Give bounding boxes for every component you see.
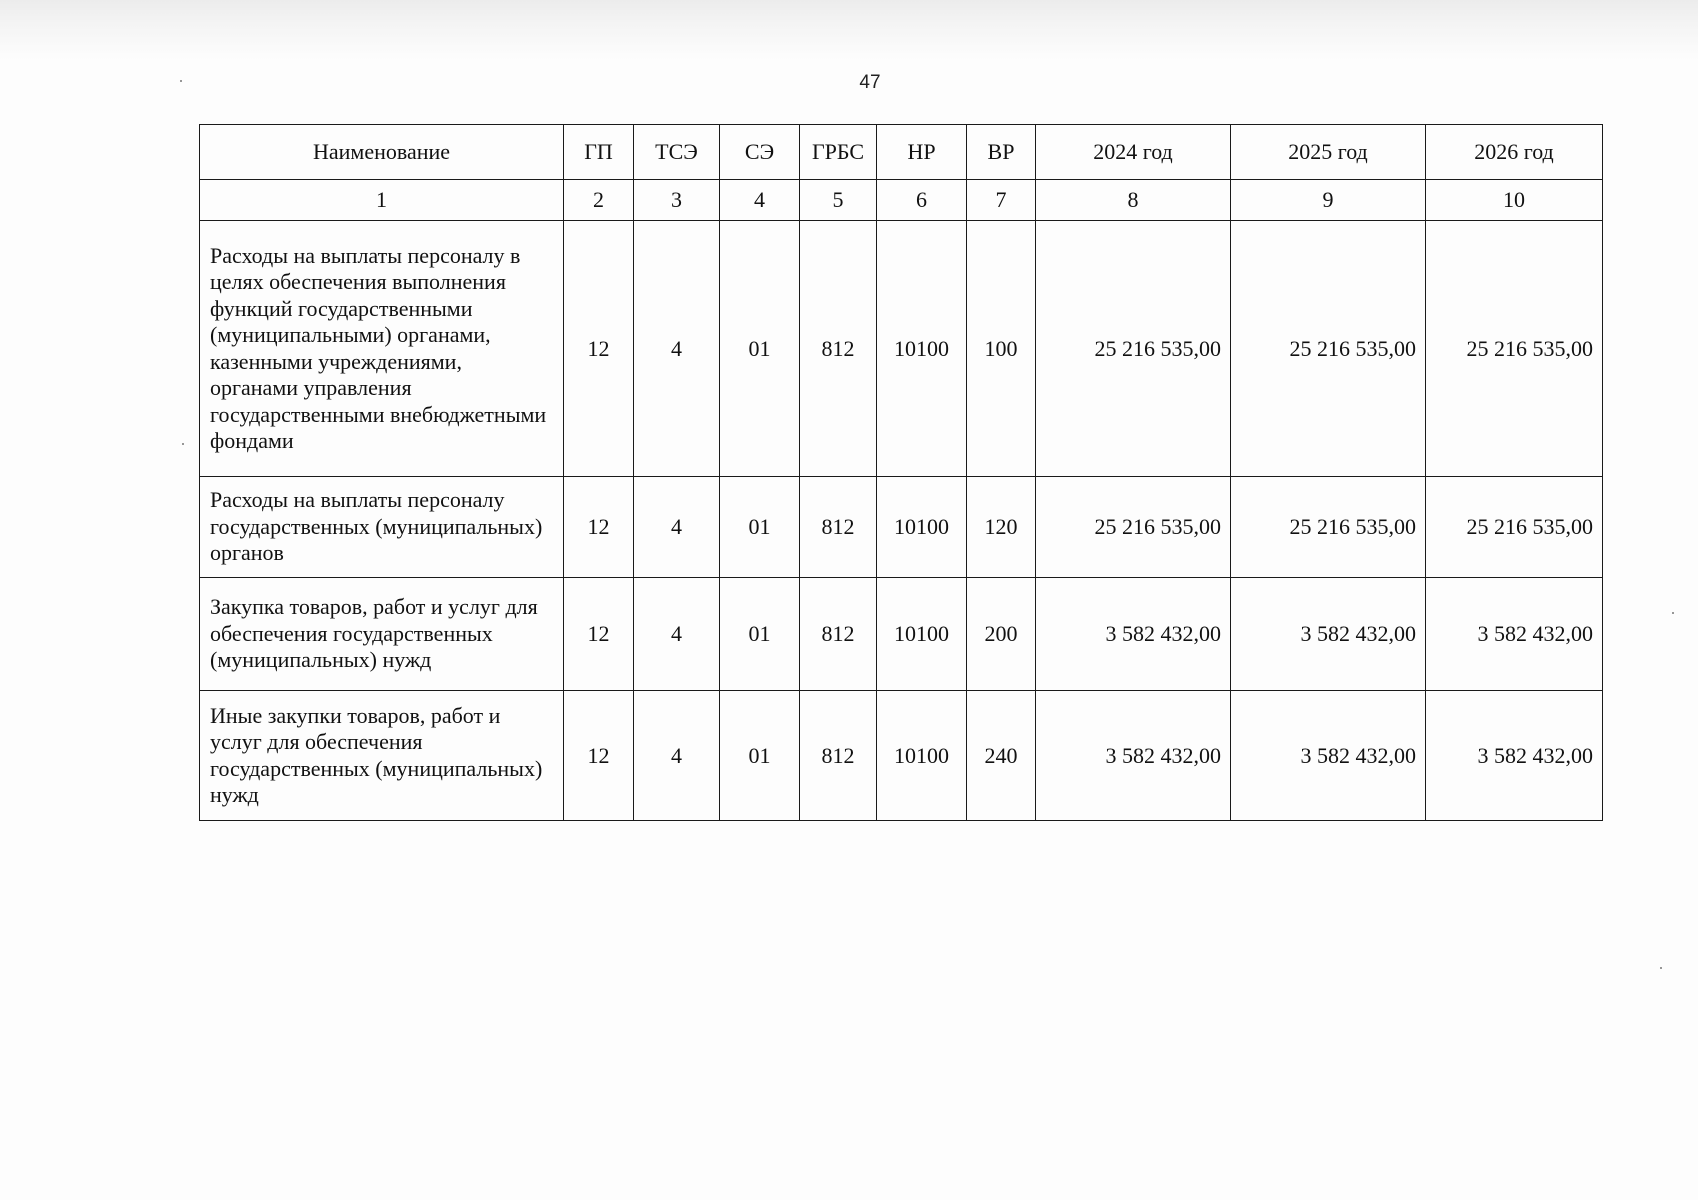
column-number: 5 [800,180,877,221]
column-number: 3 [634,180,720,221]
scan-speck [1672,612,1674,614]
scan-speck [182,443,184,445]
header-2024: 2024 год [1036,125,1231,180]
scan-speck [180,80,182,82]
row-vr: 120 [967,477,1036,578]
row-se: 01 [720,221,800,477]
table-row [200,221,1603,477]
row-tse: 4 [634,691,720,821]
header-gp: ГП [564,125,634,180]
header-nr: НР [877,125,967,180]
header-se: СЭ [720,125,800,180]
row-amount-2025: 25 216 535,00 [1231,221,1426,477]
row-amount-2024: 25 216 535,00 [1036,221,1231,477]
row-amount-2024: 25 216 535,00 [1036,477,1231,578]
table-row [200,477,1603,578]
row-amount-2025: 3 582 432,00 [1231,578,1426,691]
row-nr: 10100 [877,221,967,477]
row-name: Расходы на выплаты персоналу в целях обеспечения выполнения функций государственными (муниципальными) органами, казенными учреждениями, органами управления государственными внебюджетными фондами [200,221,564,477]
column-number: 2 [564,180,634,221]
header-2026: 2026 год [1426,125,1603,180]
row-se: 01 [720,691,800,821]
column-number: 9 [1231,180,1426,221]
row-vr: 200 [967,578,1036,691]
column-number: 1 [200,180,564,221]
row-se: 01 [720,578,800,691]
row-gp: 12 [564,221,634,477]
scan-shadow [0,0,1698,60]
row-gp: 12 [564,578,634,691]
column-number: 8 [1036,180,1231,221]
column-number-row [200,180,1603,221]
scan-speck [1660,967,1662,969]
header-name: Наименование [200,125,564,180]
row-amount-2025: 3 582 432,00 [1231,691,1426,821]
row-amount-2025: 25 216 535,00 [1231,477,1426,578]
column-number: 4 [720,180,800,221]
column-number: 10 [1426,180,1603,221]
budget-table [199,124,1603,821]
row-vr: 240 [967,691,1036,821]
row-gp: 12 [564,691,634,821]
table-row [200,691,1603,821]
row-name: Расходы на выплаты персоналу государственных (муниципальных) органов [200,477,564,578]
page-number: 47 [859,72,881,93]
header-tse: ТСЭ [634,125,720,180]
row-grbs: 812 [800,691,877,821]
row-name: Закупка товаров, работ и услуг для обеспечения государственных (муниципальных) нужд [200,578,564,691]
row-grbs: 812 [800,578,877,691]
column-number: 7 [967,180,1036,221]
row-amount-2024: 3 582 432,00 [1036,578,1231,691]
header-vr: ВР [967,125,1036,180]
row-tse: 4 [634,221,720,477]
row-nr: 10100 [877,477,967,578]
row-vr: 100 [967,221,1036,477]
header-row [200,125,1603,180]
row-amount-2026: 3 582 432,00 [1426,578,1603,691]
table-row [200,578,1603,691]
row-tse: 4 [634,477,720,578]
row-gp: 12 [564,477,634,578]
row-se: 01 [720,477,800,578]
row-nr: 10100 [877,691,967,821]
header-grbs: ГРБС [800,125,877,180]
row-nr: 10100 [877,578,967,691]
row-tse: 4 [634,578,720,691]
row-amount-2024: 3 582 432,00 [1036,691,1231,821]
row-grbs: 812 [800,221,877,477]
row-name: Иные закупки товаров, работ и услуг для обеспечения государственных (муниципальных) нужд [200,691,564,821]
row-amount-2026: 25 216 535,00 [1426,221,1603,477]
row-grbs: 812 [800,477,877,578]
row-amount-2026: 3 582 432,00 [1426,691,1603,821]
column-number: 6 [877,180,967,221]
row-amount-2026: 25 216 535,00 [1426,477,1603,578]
header-2025: 2025 год [1231,125,1426,180]
